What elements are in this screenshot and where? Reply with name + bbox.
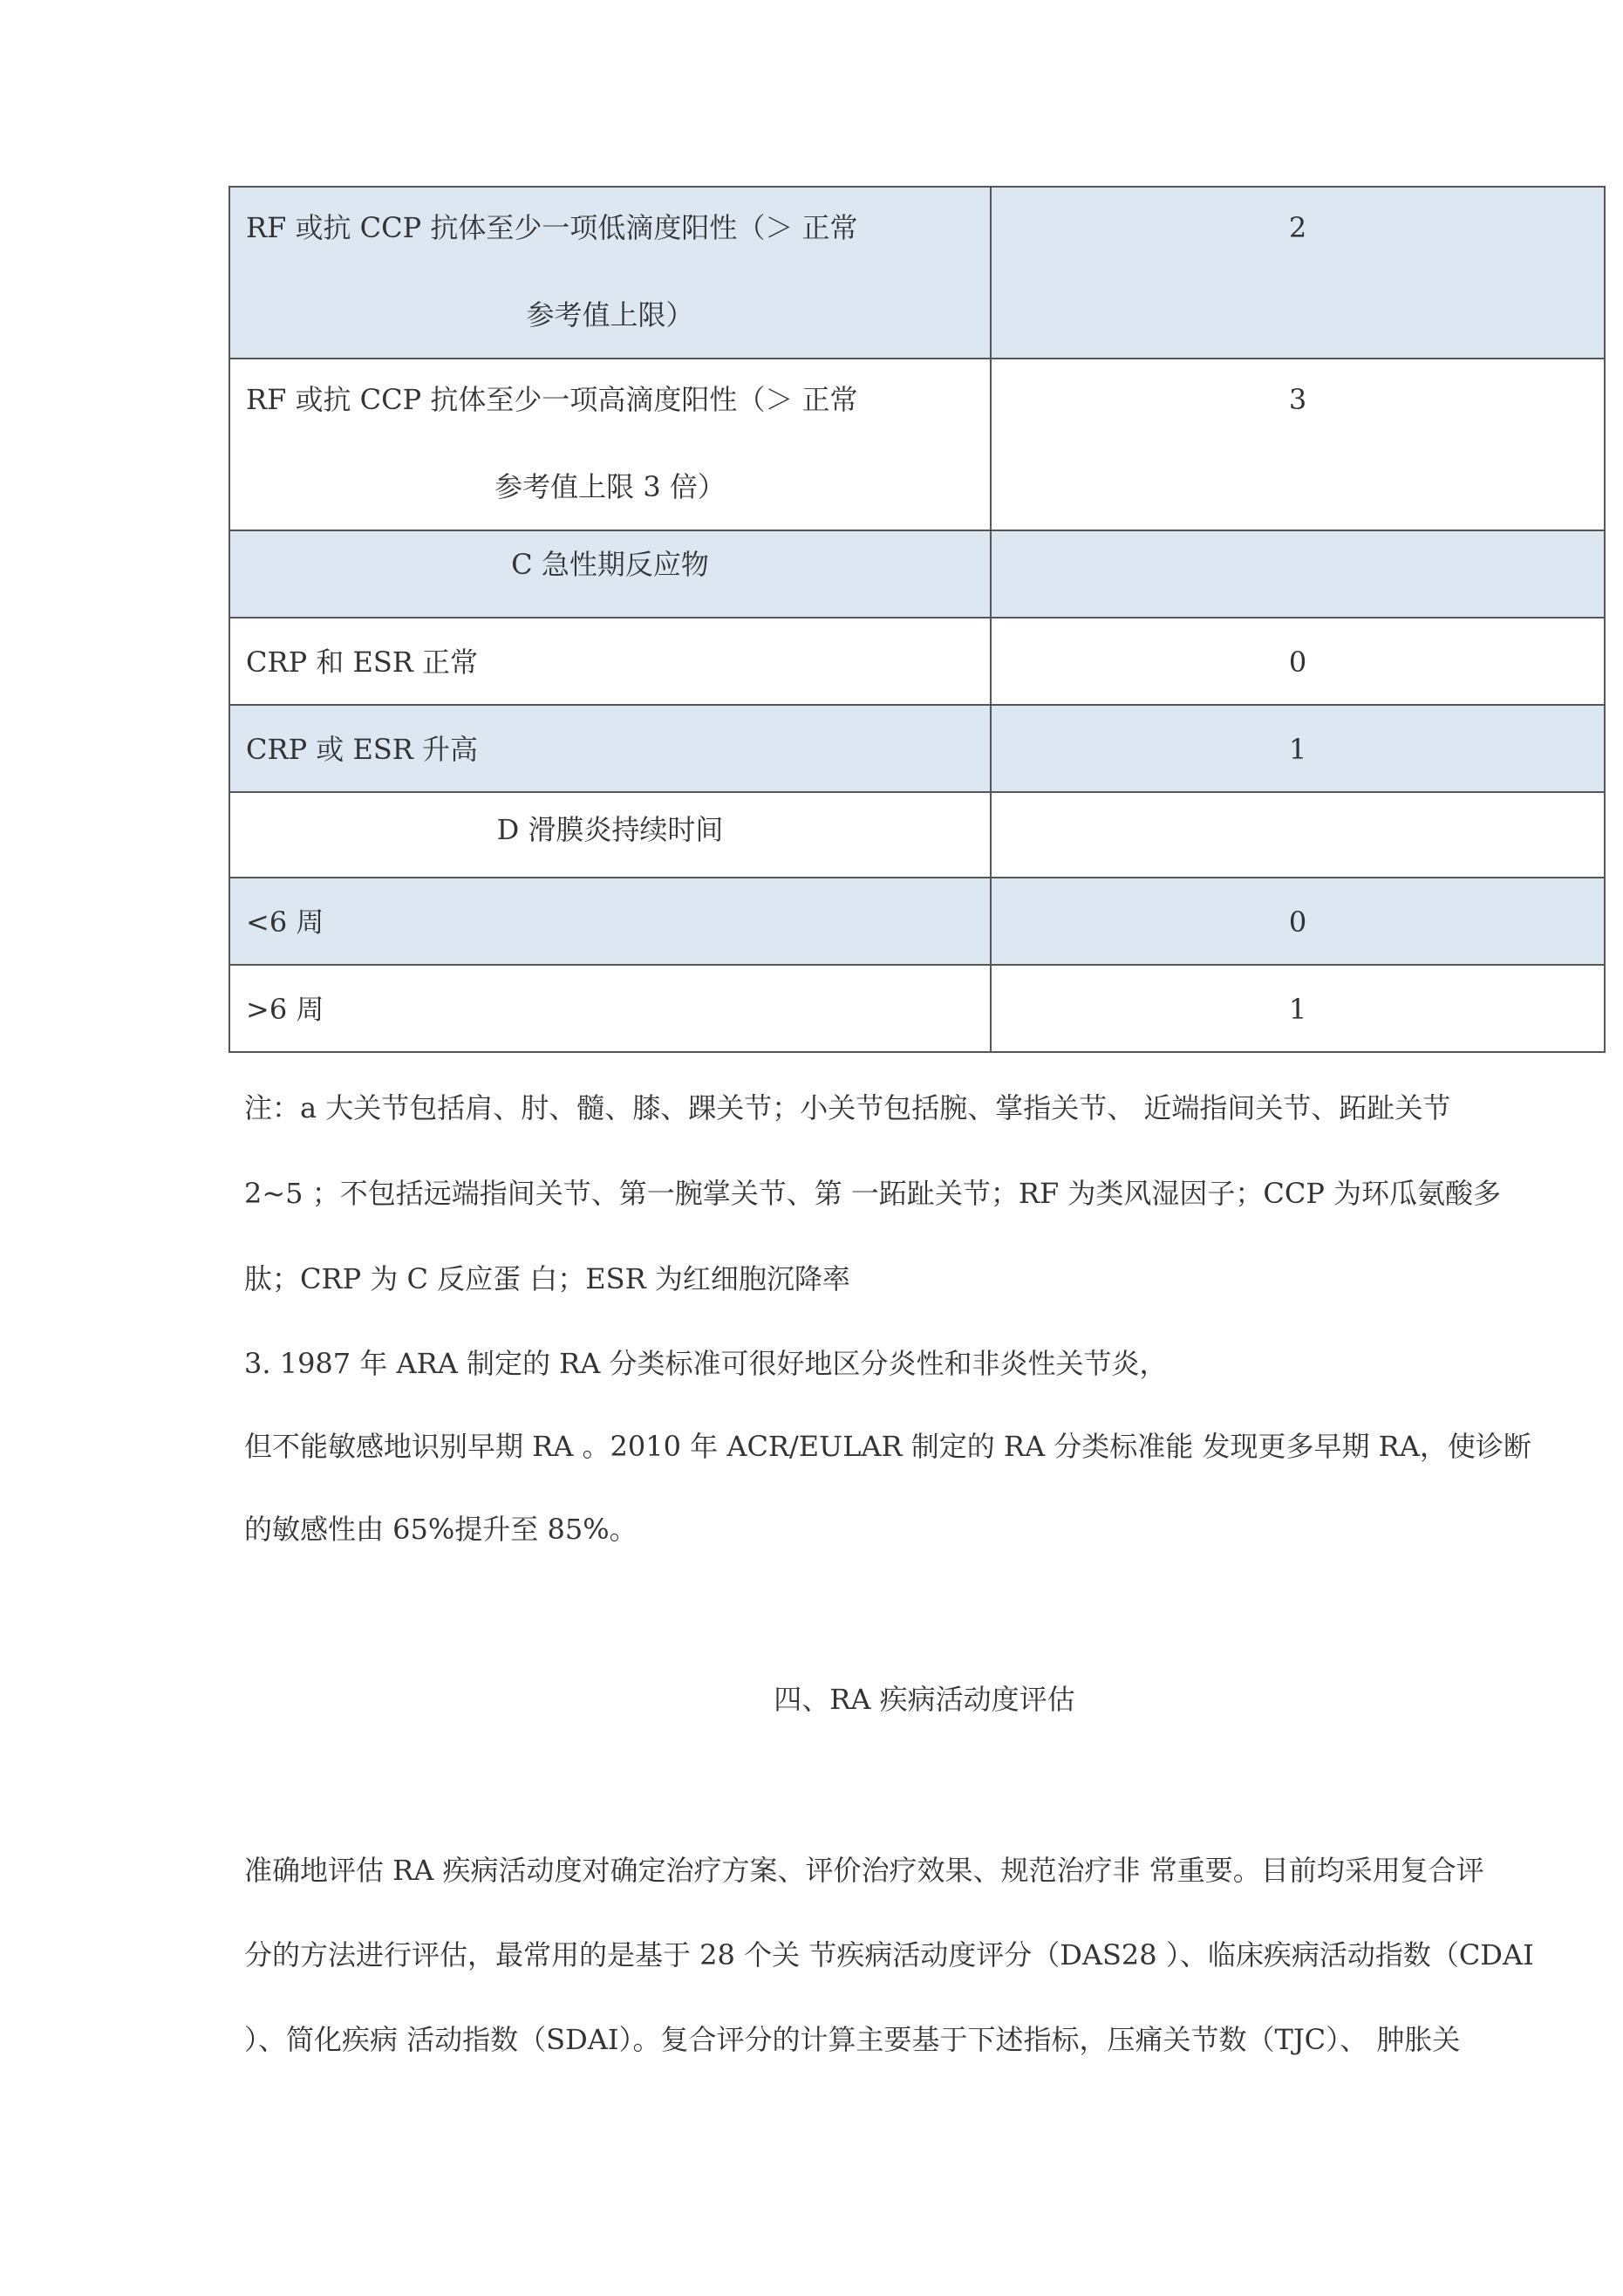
score-value: 3 (1288, 383, 1307, 416)
score-cell (991, 792, 1605, 878)
table-row (229, 359, 1605, 530)
table-row (229, 618, 1605, 705)
score-cell (991, 618, 1605, 705)
score-value: 0 (1288, 905, 1307, 939)
score-cell (991, 530, 1605, 618)
criteria-cell (229, 878, 991, 965)
criteria-cell (229, 530, 991, 618)
table-row (229, 965, 1605, 1052)
criteria-label: <6 周 (246, 905, 324, 939)
score-value (992, 793, 1604, 814)
criteria-cell (229, 792, 991, 878)
score-value: 0 (1288, 646, 1307, 679)
section-label: C 急性期反应物 (511, 548, 709, 581)
paragraph-line: 分的方法进行评估，最常用的是基于 28 个关 节疾病活动度评分（DAS28 ）、临床疾病活动指数（CDAI (244, 1938, 1534, 1971)
table-note-line: 2~5 ；不包括远端指间关节、第一腕掌关节、第 一跖趾关节；RF 为类风湿因子；CCP 为环瓜氨酸多 (244, 1177, 1502, 1210)
score-value: 1 (1288, 733, 1307, 766)
score-value: 1 (1288, 993, 1307, 1026)
score-cell (991, 705, 1605, 792)
criteria-label: CRP 和 ESR 正常 (246, 646, 479, 679)
paragraph-line: 但不能敏感地识别早期 RA 。2010 年 ACR/EULAR 制定的 RA 分类标准能 发现更多早期 RA，使诊断 (244, 1430, 1531, 1463)
table-note-line: 肽；CRP 为 C 反应蛋 白；ESR 为红细胞沉降率 (244, 1262, 850, 1295)
criteria-cell (229, 965, 991, 1052)
criteria-cell (229, 705, 991, 792)
table-row (229, 530, 1605, 618)
section-label: D 滑膜炎持续时间 (496, 813, 724, 846)
classification-criteria-table (228, 186, 1606, 1053)
criteria-label-line2: 参考值上限） (526, 298, 694, 331)
table-row (229, 705, 1605, 792)
section-heading: 四、RA 疾病活动度评估 (774, 1683, 1075, 1716)
table-row (229, 187, 1605, 359)
score-cell (991, 965, 1605, 1052)
criteria-label: CRP 或 ESR 升高 (246, 733, 479, 766)
criteria-label-line1: RF 或抗 CCP 抗体至少一项低滴度阳性（＞ 正常 (246, 211, 858, 244)
score-cell (991, 878, 1605, 965)
table-note-line: 注：a 大关节包括肩、肘、髓、膝、踝关节；小关节包括腕、掌指关节、 近端指间关节、跖趾关节 (244, 1091, 1451, 1124)
score-value (992, 531, 1604, 549)
score-cell (991, 187, 1605, 359)
criteria-label-line1: RF 或抗 CCP 抗体至少一项高滴度阳性（＞ 正常 (246, 383, 858, 416)
criteria-label-line2: 参考值上限 3 倍） (494, 470, 726, 503)
paragraph-line: 的敏感性由 65%提升至 85%。 (244, 1513, 638, 1546)
criteria-label: >6 周 (246, 993, 324, 1026)
paragraph-line: ）、简化疾病 活动指数（SDAI）。复合评分的计算主要基于下述指标，压痛关节数（TJC）、 肿胀关 (244, 2023, 1461, 2056)
table-row (229, 878, 1605, 965)
paragraph-line: 准确地评估 RA 疾病活动度对确定治疗方案、评价治疗效果、规范治疗非 常重要。目前均采用复合评 (244, 1854, 1484, 1887)
criteria-cell (229, 359, 991, 530)
paragraph-line: 3. 1987 年 ARA 制定的 RA 分类标准可很好地区分炎性和非炎性关节炎， (244, 1347, 1168, 1380)
table-row (229, 792, 1605, 878)
score-value: 2 (1288, 211, 1307, 244)
criteria-cell (229, 187, 991, 359)
score-cell (991, 359, 1605, 530)
criteria-cell (229, 618, 991, 705)
